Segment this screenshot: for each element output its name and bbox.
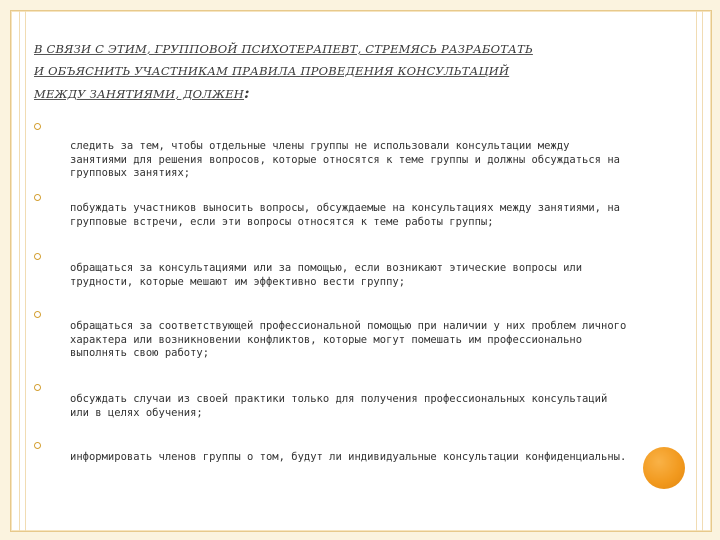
list-item: побуждать участников выносить вопросы, обсуждаемые на консультациях между занятиями, на групповые встречи, если эти вопросы относятся к теме работы группы; bbox=[70, 202, 620, 228]
list-item: обсуждать случаи из своей практики только для получения профессиональных консультаций или в целях обучения; bbox=[70, 393, 608, 419]
list-item: обращаться за консультациями или за помощью, если возникают этические вопросы или трудности, которые мешают им эффективно вести группу; bbox=[70, 262, 583, 288]
frame-decor-line bbox=[696, 11, 697, 531]
list-item: информировать членов группы о том, будут ли индивидуальные консультации конфиденциальны. bbox=[70, 451, 627, 463]
bullet-icon bbox=[34, 442, 41, 449]
list-item: обращаться за соответствующей профессиональной помощью при наличии у них проблем личного характера или возникновении конфликтов, которые могут помешать им профессионально выполнять свою работу; bbox=[70, 320, 627, 359]
bullet-icon bbox=[34, 253, 41, 260]
list-item: следить за тем, чтобы отдельные члены группы не использовали консультации между занятиями для решения вопросов, которые относятся к теме группы и должны обсуждаться на групповых занятиях; bbox=[70, 140, 620, 179]
title-line-2: И ОБЪЯСНИТЬ УЧАСТНИКАМ ПРАВИЛА ПРОВЕДЕНИЯ КОНСУЛЬТАЦИЙ bbox=[34, 64, 510, 78]
slide-title bbox=[34, 38, 654, 105]
decorative-orange-circle bbox=[643, 447, 685, 489]
bullet-icon bbox=[34, 384, 41, 391]
title-line-1: В СВЯЗИ С ЭТИМ, ГРУППОВОЙ ПСИХОТЕРАПЕВТ, СТРЕМЯСЬ РАЗРАБОТАТЬ bbox=[34, 42, 533, 56]
bullet-icon bbox=[34, 311, 41, 318]
frame-decor-line bbox=[19, 11, 20, 531]
frame-decor-line bbox=[702, 11, 703, 531]
title-line-3: МЕЖДУ ЗАНЯТИЯМИ, ДОЛЖЕН bbox=[34, 87, 245, 101]
frame-decor-line bbox=[25, 11, 26, 531]
bullet-icon bbox=[34, 194, 41, 201]
bullet-icon bbox=[34, 123, 41, 130]
title-colon: : bbox=[244, 84, 250, 102]
